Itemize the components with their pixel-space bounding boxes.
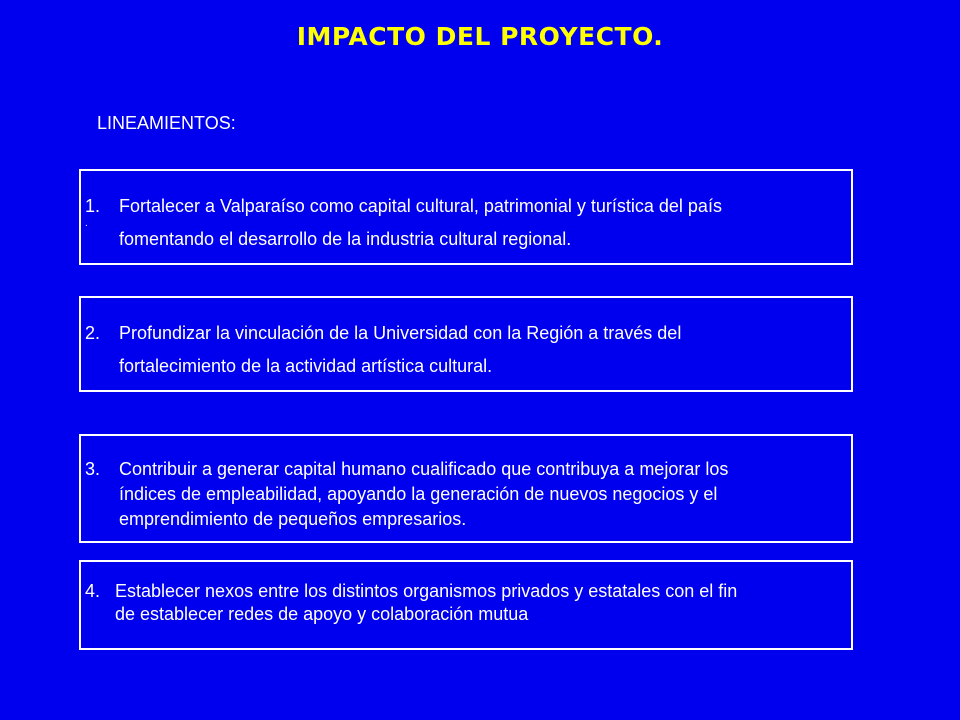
guideline-line: Profundizar la vinculación de la Universidad con la Región a través del	[119, 323, 682, 343]
guideline-line: Fortalecer a Valparaíso como capital cultural, patrimonial y turística del país	[119, 196, 722, 216]
guideline-box-4	[79, 560, 853, 650]
guideline-number-1: 1.	[85, 196, 101, 216]
section-subtitle: LINEAMIENTOS:	[97, 113, 236, 133]
guideline-line: índices de empleabilidad, apoyando la generación de nuevos negocios y el	[119, 484, 718, 504]
guideline-text-1	[119, 190, 847, 256]
guideline-box-2	[79, 296, 853, 392]
guideline-number-4: 4.	[85, 581, 101, 601]
guideline-text-3	[119, 457, 847, 532]
guideline-number-3: 3.	[85, 459, 101, 479]
guideline-line: fomentando el desarrollo de la industria cultural regional.	[119, 229, 572, 249]
guideline-box-1	[79, 169, 853, 265]
guideline-line: emprendimiento de pequeños empresarios.	[119, 509, 467, 529]
guideline-text-2	[119, 317, 847, 383]
guideline-box-3	[79, 434, 853, 543]
guideline-line: de establecer redes de apoyo y colaboración mutua	[115, 604, 529, 624]
guideline-line: Establecer nexos entre los distintos organismos privados y estatales con el fin	[115, 581, 738, 601]
guideline-line: fortalecimiento de la actividad artística cultural.	[119, 356, 493, 376]
guideline-text-4	[115, 580, 857, 626]
guideline-line: Contribuir a generar capital humano cualificado que contribuya a mejorar los	[119, 459, 729, 479]
stray-mark: .	[85, 218, 88, 229]
page-title: IMPACTO DEL PROYECTO.	[296, 22, 664, 51]
guideline-number-2: 2.	[85, 323, 101, 343]
